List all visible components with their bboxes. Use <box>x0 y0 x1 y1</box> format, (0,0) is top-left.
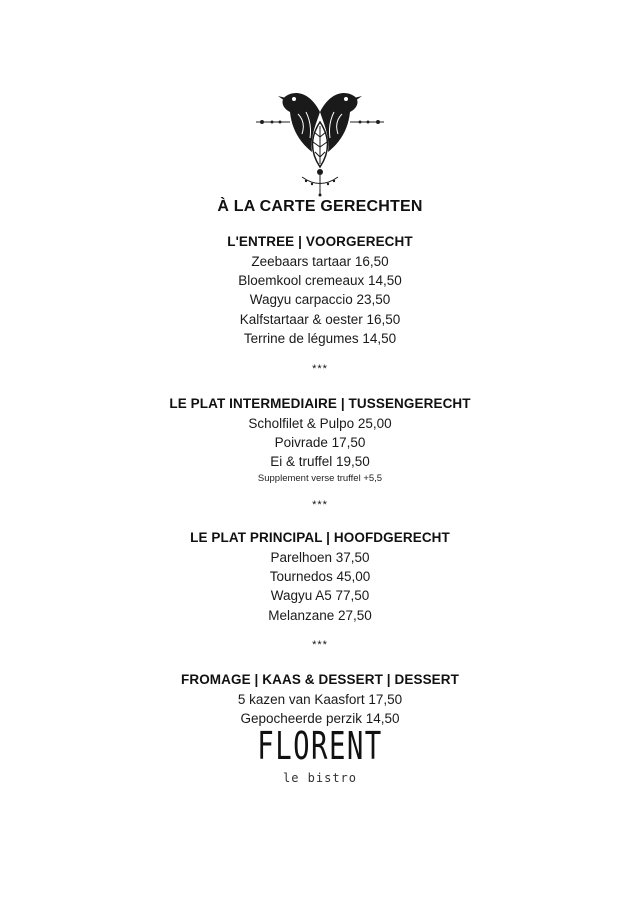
section-heading: L'ENTREE | VOORGERECHT <box>227 234 413 249</box>
menu-item: Kalfstartaar & oester 16,50 <box>239 311 401 327</box>
section-entree <box>0 232 640 348</box>
section-principal <box>0 528 640 625</box>
menu-item: Wagyu carpaccio 23,50 <box>249 292 391 308</box>
section-heading: LE PLAT PRINCIPAL | HOOFDGERECHT <box>190 530 450 545</box>
menu-item: 5 kazen van Kaasfort 17,50 <box>237 692 403 707</box>
brand-logo-text: FLORENT <box>257 724 383 768</box>
birds-emblem-icon <box>250 82 390 197</box>
section-intermediaire <box>0 394 640 486</box>
menu-title: À LA CARTE GERECHTEN <box>217 198 423 215</box>
section-heading: LE PLAT INTERMEDIAIRE | TUSSENGERECHT <box>169 396 471 411</box>
section-dessert <box>0 670 640 728</box>
menu-item: Wagyu A5 77,50 <box>270 588 370 604</box>
menu-item: Terrine de légumes 14,50 <box>243 330 397 346</box>
menu-item: Tournedos 45,00 <box>269 569 371 585</box>
supplement-note: Supplement verse truffel +5,5 <box>257 472 383 484</box>
menu-item: Poivrade 17,50 <box>274 435 366 451</box>
menu-item: Scholfilet & Pulpo 25,00 <box>248 416 392 431</box>
menu-item: Zeebaars tartaar 16,50 <box>251 254 389 269</box>
menu-item: Bloemkool cremeaux 14,50 <box>238 273 402 289</box>
separator: *** <box>312 639 328 651</box>
brand-subtitle: le bistro <box>282 771 358 785</box>
menu-item: Parelhoen 37,50 <box>270 550 370 565</box>
menu-item: Ei & truffel 19,50 <box>270 454 370 470</box>
menu-item: Melanzane 27,50 <box>268 607 372 623</box>
separator: *** <box>312 499 328 511</box>
menu-item: Gepocheerde perzik 14,50 <box>240 711 400 727</box>
separator: *** <box>312 363 328 375</box>
section-heading: FROMAGE | KAAS & DESSERT | DESSERT <box>181 672 459 687</box>
